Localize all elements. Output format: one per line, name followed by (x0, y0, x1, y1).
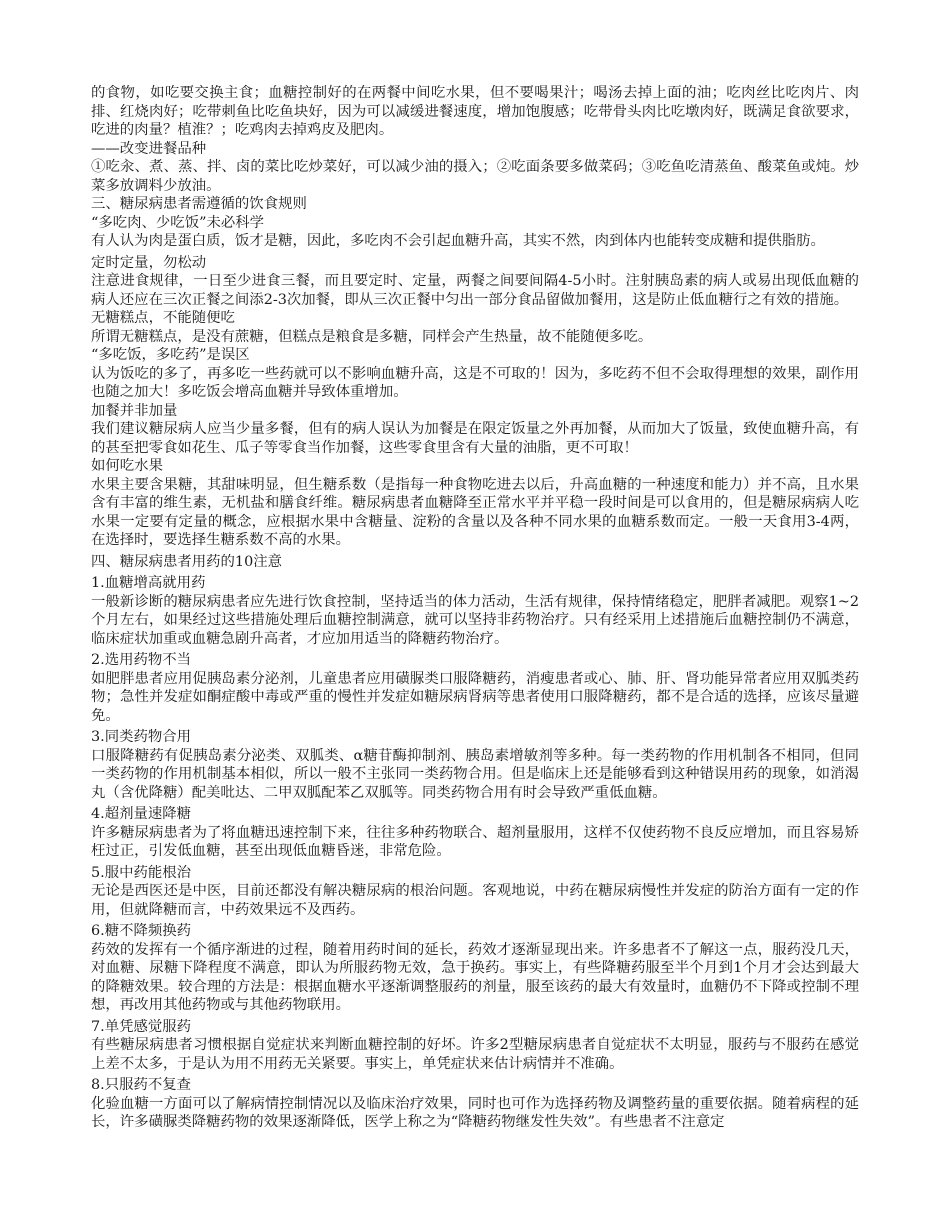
document-body (91, 84, 859, 1132)
paragraph-more-rice-more-drugs: 认为饭吃的多了，再多吃一些药就可以不影响血糖升高，这是不可取的！因为，多吃药不但不会取得理想的效果，副作用也随之加大！多吃饭会增高血糖并导致体重增加。 (91, 365, 859, 400)
item-heading-1: 1.血糖增高就用药 (91, 575, 206, 591)
item-heading-3: 3.同类药物合用 (91, 729, 192, 745)
item-paragraph-8: 化验血糖一方面可以了解病情控制情况以及临床治疗效果，同时也可作为选择药物及调整药量的重要依据。随着病程的延长，许多磺脲类降糖药物的效果逐渐降低，医学上称之为“降糖药物继发性失效”。有些患者不注意定 (91, 1095, 859, 1130)
subheading-more-rice-more-drugs: “多吃饭，多吃药”是误区 (91, 347, 250, 363)
paragraph-fruit: 水果主要含果糖，其甜味明显，但生糖系数（是指每一种食物吃进去以后，升高血糖的一种速度和能力）并不高，且水果含有丰富的维生素，无机盐和膳食纤维。糖尿病患者血糖降至正常水平并平稳一段时间是可以食用的，但是糖尿病病人吃水果一定要有定量的概念，应根据水果中含糖量、淀粉的含量以及各种不同水果的血糖系数而定。一般一天食用3-4两，在选择时，要选择生糖系数不高的水果。 (91, 476, 859, 548)
item-heading-7: 7.单凭感觉服药 (91, 1018, 192, 1035)
section-heading-medication: 四、糖尿病患者用药的10注意 (91, 553, 282, 570)
item-paragraph-3: 口服降糖药有促胰岛素分泌类、双胍类、α糖苷酶抑制剂、胰岛素增敏剂等多种。每一类药物的作用机制各不相同，但同一类药物的作用机制基本相似，所以一般不主张同一类药物合用。但是临床上还是能够看到这种错误用药的现象，如消渴丸（含优降糖）配美吡达、二甲双胍配苯乙双胍等。同类药物合用有时会导致严重低血糖。 (91, 747, 859, 801)
paragraph-regular-meals: 注意进食规律，一日至少进食三餐，而且要定时、定量，两餐之间要间隔4-5小时。注射胰岛素的病人或易出现低血糖的病人还应在三次正餐之间添2-3次加餐，即从三次正餐中匀出一部分食品留做加餐用，这是防止低血糖行之有效的措施。 (91, 273, 859, 308)
paragraph-food-tips: 的食物，如吃要交换主食；血糖控制好的在两餐中间吃水果，但不要喝果汁；喝汤去掉上面的油；吃肉丝比吃肉片、肉排、红烧肉好；吃带刺鱼比吃鱼块好，因为可以减缓进餐速度，增加饱腹感；吃带骨头肉比吃墩肉好，既满足食欲要求，吃进的肉量？植淮？；吃鸡肉去掉鸡皮及肥肉。 (91, 85, 859, 138)
item-heading-2: 2.选用药物不当 (91, 652, 192, 668)
item-heading-4: 4.超剂量速降糖 (91, 806, 192, 822)
paragraph-snacks: 我们建议糖尿病人应当少量多餐，但有的病人误认为加餐是在限定饭量之外再加餐，从而加大了饭量，致使血糖升高，有的甚至把零食如花生、瓜子等零食当作加餐，这些零食里含有大量的油脂，更不可取！ (91, 421, 859, 456)
subheading-fruit: 如何吃水果 (91, 458, 163, 474)
paragraph-cooking-methods: ①吃汆、煮、蒸、拌、卤的菜比吃炒菜好，可以减少油的摄入；②吃面条要多做菜码；③吃鱼吃清蒸鱼、酸菜鱼或炖。炒菜多放调料少放油。 (91, 159, 859, 194)
paragraph-sugar-free-pastry: 所谓无糖糕点，是没有蔗糖，但糕点是粮食是多糖，同样会产生热量，故不能随便多吃。 (91, 328, 653, 345)
item-paragraph-1: 一般新诊断的糖尿病患者应先进行饮食控制，坚持适当的体力活动，生活有规律，保持情绪稳定，肥胖者减肥。观察1~2个月左右，如果经过这些措施处理后血糖控制满意，就可以坚持非药物治疗。只有经采用上述措施后血糖控制仍不满意，临床症状加重或血糖急剧升高者，才应加用适当的降糖药物治疗。 (91, 593, 859, 647)
item-heading-6: 6.糖不降频换药 (91, 923, 192, 939)
item-heading-5: 5.服中药能根治 (91, 864, 192, 881)
item-paragraph-5: 无论是西医还是中医，目前还都没有解决糖尿病的根治问题。客观地说，中药在糖尿病慢性并发症的防治方面有一定的作用，但就降糖而言，中药效果远不及西药。 (91, 883, 859, 918)
item-paragraph-7: 有些糖尿病患者习惯根据自觉症状来判断血糖控制的好坏。许多2型糖尿病患者自觉症状不太明显，服药与不服药在感觉上差不太多，于是认为用不用药无关紧要。事实上，单凭症状来估计病情并不准确。 (91, 1037, 859, 1072)
subheading-snacks: 加餐并非加量 (91, 402, 178, 419)
section-heading-diet-rules: 三、糖尿病患者需遵循的饮食规则 (91, 196, 307, 212)
item-paragraph-4: 许多糖尿病患者为了将血糖迅速控制下来，往往多种药物联合、超剂量服用，这样不仅使药物不良反应增加，而且容易矫枉过正，引发低血糖，甚至出现低血糖昏迷，非常危险。 (91, 824, 859, 859)
subheading-more-meat: “多吃肉、少吃饭”未必科学 (91, 214, 265, 231)
heading-change-variety: ——改变进餐品种 (91, 140, 207, 157)
paragraph-more-meat: 有人认为肉是蛋白质，饭才是糖，因此，多吃肉不会引起血糖升高，其实不然，肉到体内也能转变成糖和提供脂肪。 (91, 233, 825, 249)
item-paragraph-6: 药效的发挥有一个循序渐进的过程，随着用药时间的延长，药效才逐渐显现出来。许多患者不了解这一点，服药没几天，对血糖、尿糖下降程度不满意，即认为所服药物无效，急于换药。事实上，有些降糖药服至半个月到1个月才会达到最大的降糖效果。较合理的方法是：根据血糖水平逐渐调整服药的剂量，服至该药的最大有效量时，血糖仍不下降或控制不理想，再改用其他药物或与其他药物联用。 (91, 941, 859, 1013)
subheading-regular-meals: 定时定量，勿松动 (91, 254, 207, 271)
item-heading-8: 8.只服药不复查 (91, 1077, 192, 1093)
item-paragraph-2: 如肥胖患者应用促胰岛素分泌剂，儿童患者应用磺脲类口服降糖药，消瘦患者或心、肺、肝、肾功能异常者应用双胍类药物；急性并发症如酮症酸中毒或严重的慢性并发症如糖尿病肾病等患者使用口服降糖药，都不是合适的选择，应该尽量避免。 (91, 670, 859, 724)
subheading-sugar-free-pastry: 无糖糕点，不能随便吃 (91, 310, 235, 326)
